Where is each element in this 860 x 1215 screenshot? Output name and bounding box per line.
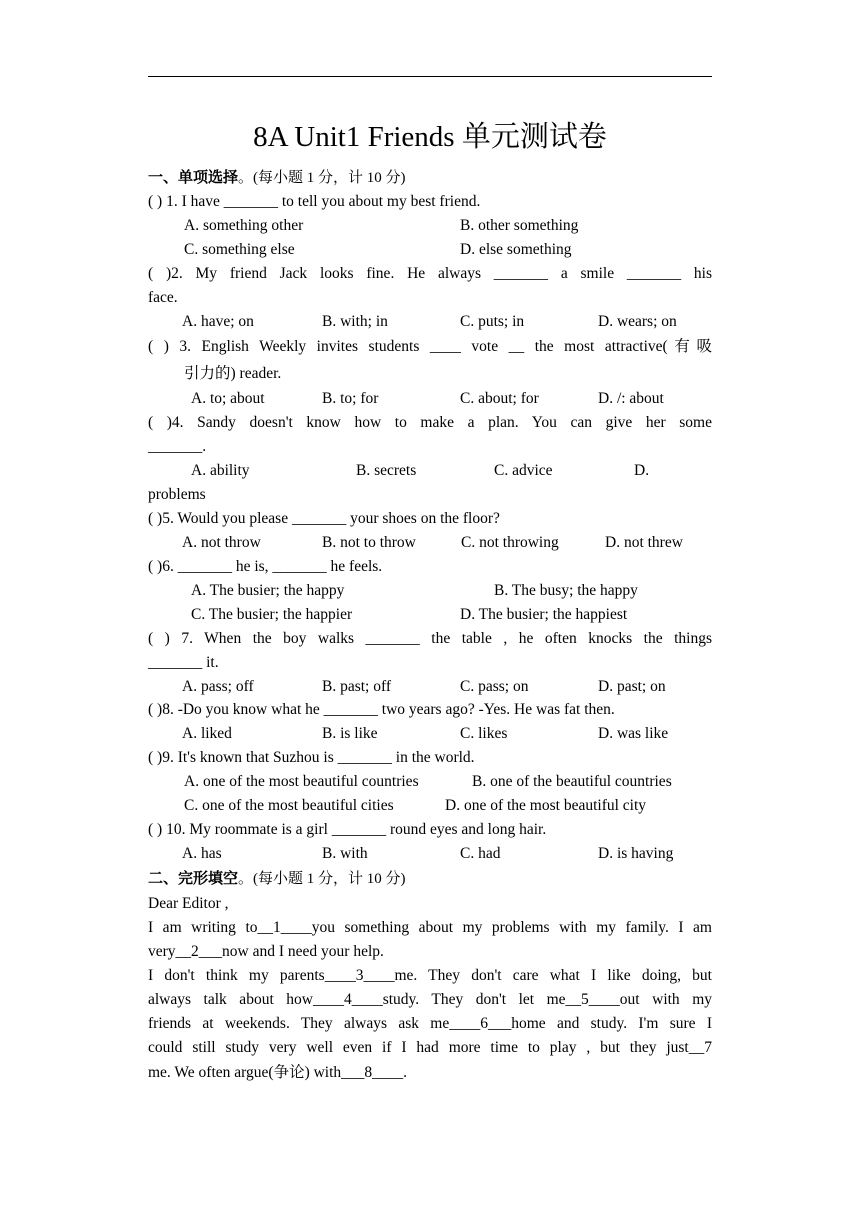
q5-option-b: B. not to throw xyxy=(322,534,416,551)
q3-option-c: C. about; for xyxy=(460,390,539,407)
q3-option-d: D. /: about xyxy=(598,390,664,407)
q8-option-d: D. was like xyxy=(598,725,669,742)
q3-option-a: A. to; about xyxy=(191,390,265,407)
q8-option-a: A. liked xyxy=(182,725,232,742)
question-5-stem: ( )5. Would you please _______ your shoes on the floor? xyxy=(148,510,500,527)
q5-option-d: D. not threw xyxy=(605,534,683,551)
section-heading-label: 二、完形填空 xyxy=(148,869,239,887)
question-3-stem-cont: 引力的) reader. xyxy=(184,365,282,382)
question-9-stem: ( )9. It's known that Suzhou is _______ in the world. xyxy=(148,749,475,766)
passage-line: I am writing to__1____you something about my problems with my family. I am xyxy=(148,919,712,936)
q7-option-b: B. past; off xyxy=(322,678,392,695)
q1-option-a: A. something other xyxy=(184,217,304,234)
question-2-stem-cont: face. xyxy=(148,289,178,306)
question-10-stem: ( ) 10. My roommate is a girl _______ round eyes and long hair. xyxy=(148,821,547,838)
q1-option-d: D. else something xyxy=(460,241,572,258)
q1-option-b: B. other something xyxy=(460,217,579,234)
passage-salutation: Dear Editor , xyxy=(148,895,229,912)
passage-line: always talk about how____4____study. They don't let me__5____out with my xyxy=(148,991,712,1008)
q9-option-d: D. one of the most beautiful city xyxy=(445,797,647,814)
q10-option-a: A. has xyxy=(182,845,222,862)
q5-option-c: C. not throwing xyxy=(461,534,559,551)
question-6-stem: ( )6. _______ he is, _______ he feels. xyxy=(148,558,383,575)
question-3-stem: ( ) 3. English Weekly invites students ____ vote __ the most attractive(有吸 xyxy=(148,338,712,355)
q3-option-b: B. to; for xyxy=(322,390,379,407)
q9-option-c: C. one of the most beautiful cities xyxy=(184,797,394,814)
question-8-stem: ( )8. -Do you know what he _______ two years ago? -Yes. He was fat then. xyxy=(148,701,615,718)
question-7-stem-cont: _______ it. xyxy=(148,654,219,671)
q9-option-b: B. one of the beautiful countries xyxy=(472,773,672,790)
question-7-stem: ( ) 7. When the boy walks _______ the table , he often knocks the things xyxy=(148,630,712,647)
q4-option-d: D. xyxy=(634,462,650,479)
q8-option-b: B. is like xyxy=(322,725,378,742)
q4-option-d-text: problems xyxy=(148,486,206,503)
question-2-stem: ( )2. My friend Jack looks fine. He always _______ a smile _______ his xyxy=(148,265,712,282)
q4-option-b: B. secrets xyxy=(356,462,417,479)
passage-line: friends at weekends. They always ask me____6___home and study. I'm sure I xyxy=(148,1015,712,1032)
q8-option-c: C. likes xyxy=(460,725,508,742)
passage-line: very__2___now and I need your help. xyxy=(148,943,384,960)
q7-option-a: A. pass; off xyxy=(182,678,254,695)
q6-option-c: C. The busier; the happier xyxy=(191,606,353,623)
q5-option-a: A. not throw xyxy=(182,534,261,551)
q4-option-c: C. advice xyxy=(494,462,553,479)
question-4-stem: ( )4. Sandy doesn't know how to make a plan. You can give her some xyxy=(148,414,712,431)
section-heading-single-choice xyxy=(148,166,712,189)
question-4-stem-cont: _______. xyxy=(148,438,207,455)
passage-line: me. We often argue(争论) with___8____. xyxy=(148,1064,408,1081)
q6-option-d: D. The busier; the happiest xyxy=(460,606,628,623)
q7-option-c: C. pass; on xyxy=(460,678,529,695)
page-title: 8A Unit1 Friends 单元测试卷 xyxy=(253,121,607,153)
q2-option-a: A. have; on xyxy=(182,313,254,330)
passage-line: could still study very well even if I had more time to play , but they just__7 xyxy=(148,1039,712,1056)
section-heading-cloze xyxy=(148,867,712,890)
passage-line: I don't think my parents____3____me. They don't care what I like doing, but xyxy=(148,967,712,984)
question-1-stem: ( ) 1. I have _______ to tell you about my best friend. xyxy=(148,193,481,210)
q4-option-a: A. ability xyxy=(191,462,250,479)
section-heading-note: 。(每小题 1 分，计 10 分) xyxy=(238,871,406,887)
q2-option-c: C. puts; in xyxy=(460,313,525,330)
section-heading-note: 。(每小题 1 分，计 10 分) xyxy=(238,170,406,186)
q10-option-d: D. is having xyxy=(598,845,674,862)
q2-option-d: D. wears; on xyxy=(598,313,677,330)
q2-option-b: B. with; in xyxy=(322,313,388,330)
q6-option-a: A. The busier; the happy xyxy=(191,582,345,599)
section-heading-label: 一、单项选择 xyxy=(148,168,239,186)
q7-option-d: D. past; on xyxy=(598,678,666,695)
q10-option-b: B. with xyxy=(322,845,368,862)
header-rule xyxy=(148,76,712,77)
q6-option-b: B. The busy; the happy xyxy=(494,582,638,599)
q9-option-a: A. one of the most beautiful countries xyxy=(184,773,419,790)
q1-option-c: C. something else xyxy=(184,241,295,258)
q10-option-c: C. had xyxy=(460,845,501,862)
